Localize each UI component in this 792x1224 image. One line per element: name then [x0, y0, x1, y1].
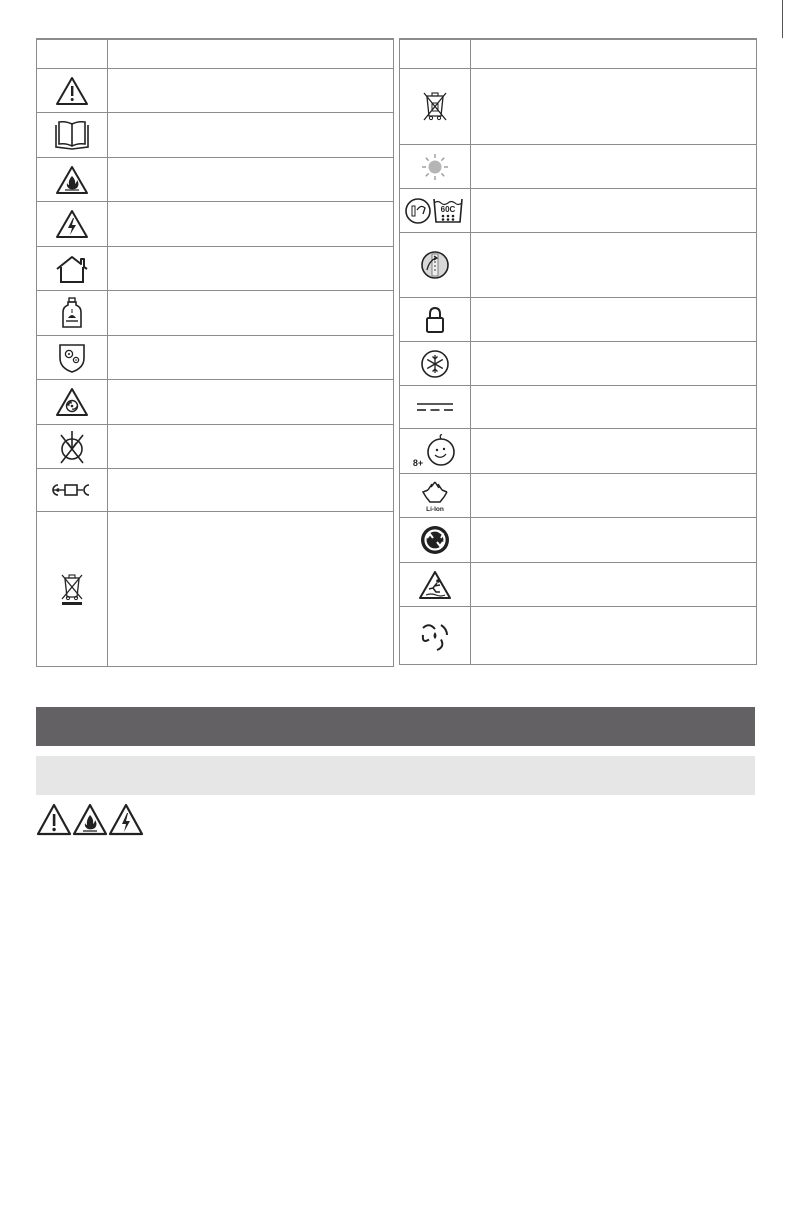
table-row [37, 335, 393, 379]
table-header-row [400, 39, 756, 68]
section-header-bar [36, 707, 755, 746]
table-row [37, 201, 393, 246]
child-lock-icon [425, 306, 445, 334]
table-header-row [37, 39, 393, 68]
table-row [37, 379, 393, 424]
table-row [37, 68, 393, 112]
warning-triangle-icon [36, 803, 72, 837]
recycle-circle-icon [419, 524, 451, 556]
table-row [400, 232, 756, 297]
electric-shock-warning-icon [108, 803, 144, 837]
table-row [37, 468, 393, 511]
li-ion-recycle-icon [420, 479, 450, 513]
rotating-parts-warning-icon [55, 387, 89, 417]
table-row [400, 606, 756, 664]
table-row [37, 290, 393, 335]
subsection-title [36, 768, 48, 783]
table-row [400, 562, 756, 606]
table-row [400, 428, 756, 473]
read-manual-icon [53, 119, 91, 151]
weee-crossed-bin-icon [59, 572, 85, 606]
svg-text:8+: 8+ [412, 458, 424, 468]
wash-60c-icon [404, 196, 466, 226]
symbol-table-left [36, 38, 394, 667]
table-row [37, 511, 393, 666]
table-row [400, 297, 756, 341]
table-row [37, 246, 393, 290]
table-row [400, 473, 756, 517]
slippery-surface-warning-icon [418, 570, 452, 600]
table-row [37, 112, 393, 157]
mist-vortex-icon [419, 620, 451, 652]
protection-shield-icon [58, 342, 86, 374]
filter-icon [420, 250, 450, 280]
electric-shock-warning-icon [55, 209, 89, 239]
warning-triangle-icon [55, 76, 89, 106]
section-title [36, 718, 48, 734]
table-row [400, 517, 756, 562]
symbol-table-right [399, 38, 757, 665]
table-row [400, 188, 756, 232]
fire-warning-icon [55, 165, 89, 195]
table-row [400, 68, 756, 144]
table-row [400, 144, 756, 188]
svg-text:60C: 60C [440, 204, 456, 214]
power-adapter-polarity-icon [50, 482, 94, 498]
fragrance-oil-bottle-icon [60, 296, 84, 330]
table-row [37, 157, 393, 201]
indoor-use-house-icon [54, 254, 90, 284]
direct-current-icon [415, 401, 455, 413]
table-row [37, 424, 393, 468]
weee-bin-battery-icon [421, 90, 449, 124]
svg-text:Li-Ion: Li-Ion [426, 505, 444, 513]
age-8-plus-icon [411, 433, 459, 469]
cooling-snowflake-icon [420, 349, 450, 379]
do-not-submerge-icon [57, 429, 87, 465]
fire-warning-icon [72, 803, 108, 837]
crop-mark [782, 0, 783, 38]
subsection-header-bar [36, 756, 755, 795]
table-row [400, 385, 756, 428]
light-sun-icon [421, 153, 449, 181]
table-row [400, 341, 756, 385]
